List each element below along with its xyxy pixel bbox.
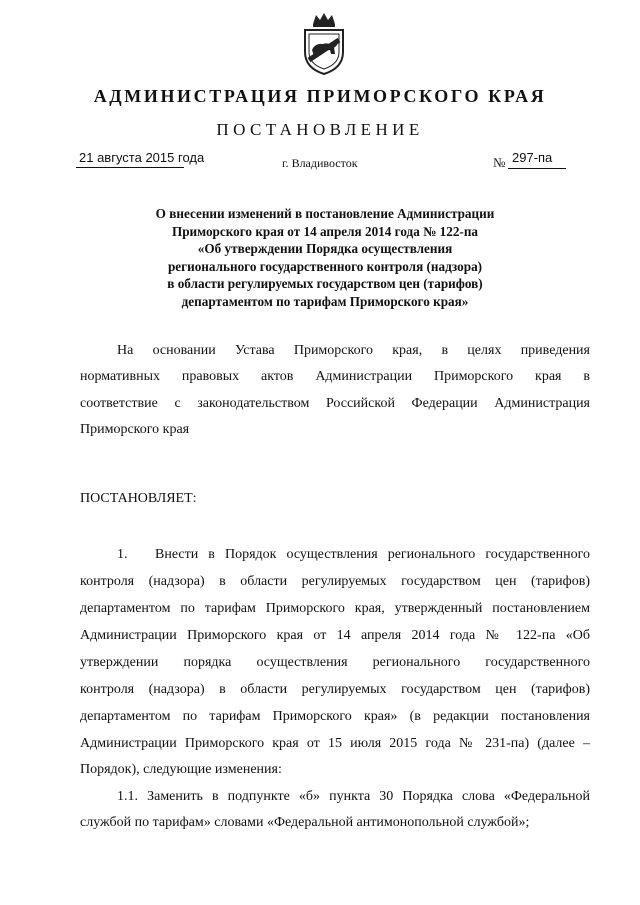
date-underline bbox=[76, 167, 184, 168]
decree-word: ПОСТАНОВЛЯЕТ: bbox=[80, 491, 197, 506]
item1-line: Внести в Порядок осуществления регионального государственного bbox=[155, 547, 590, 562]
item1-line: утверждении порядка осуществления регионального государственного bbox=[80, 655, 590, 670]
heading-line: в области регулируемых государством цен (тарифов) bbox=[167, 276, 483, 291]
city: г. Владивосток bbox=[282, 156, 358, 170]
item1-line: департаментом по тарифам Приморского края, утвержденный постановлением bbox=[80, 601, 590, 616]
document-number: 297-па bbox=[512, 150, 553, 165]
item1-line: Администрации Приморского края от 15 июля 2015 года № 231-па) (далее – bbox=[80, 736, 590, 751]
item1-1-line: 1.1. Заменить в подпункте «б» пункта 30 Порядка слова «Федеральной bbox=[117, 789, 590, 804]
heading-line: О внесении изменений в постановление Администрации bbox=[155, 206, 495, 221]
number-underline bbox=[508, 168, 566, 169]
preamble-line: Приморского края bbox=[80, 422, 190, 437]
preamble-line: соответствие с законодательством Российской Федерации Администрация bbox=[80, 396, 590, 411]
item1-1-line: службой по тарифам» словами «Федеральной антимонопольной службой»; bbox=[80, 815, 530, 830]
item1-line: Администрации Приморского края от 14 апреля 2014 года № 122-па «Об bbox=[80, 628, 590, 643]
heading-line: «Об утверждении Порядка осуществления bbox=[197, 241, 453, 256]
item-number: 1. bbox=[117, 547, 128, 562]
preamble-line: нормативных правовых актов Администрации Приморского края в bbox=[80, 369, 590, 384]
number-label: № bbox=[493, 155, 506, 170]
item1-line: Порядок), следующие изменения: bbox=[80, 762, 282, 777]
coat-of-arms-icon bbox=[301, 10, 347, 76]
item1-line: департаментом по тарифам Приморского края» (в редакции постановления bbox=[80, 709, 590, 724]
heading-line: регионального государственного контроля (надзора) bbox=[167, 258, 483, 274]
document-date: 21 августа 2015 года bbox=[79, 150, 205, 165]
document-heading bbox=[80, 205, 570, 310]
heading-line: департаментом по тарифам Приморского края» bbox=[181, 293, 469, 309]
item1-line: контроля (надзора) в области регулируемых государством цен (тарифов) bbox=[80, 574, 590, 589]
preamble-line: На основании Устава Приморского края, в целях приведения bbox=[117, 343, 590, 358]
organization-title: АДМИНИСТРАЦИЯ ПРИМОРСКОГО КРАЯ bbox=[93, 86, 547, 106]
item1-line: контроля (надзора) в области регулируемых государством цен (тарифов) bbox=[80, 682, 590, 697]
document-type: ПОСТАНОВЛЕНИЕ bbox=[216, 120, 424, 139]
heading-line: Приморского края от 14 апреля 2014 года № 122-па bbox=[171, 223, 479, 239]
